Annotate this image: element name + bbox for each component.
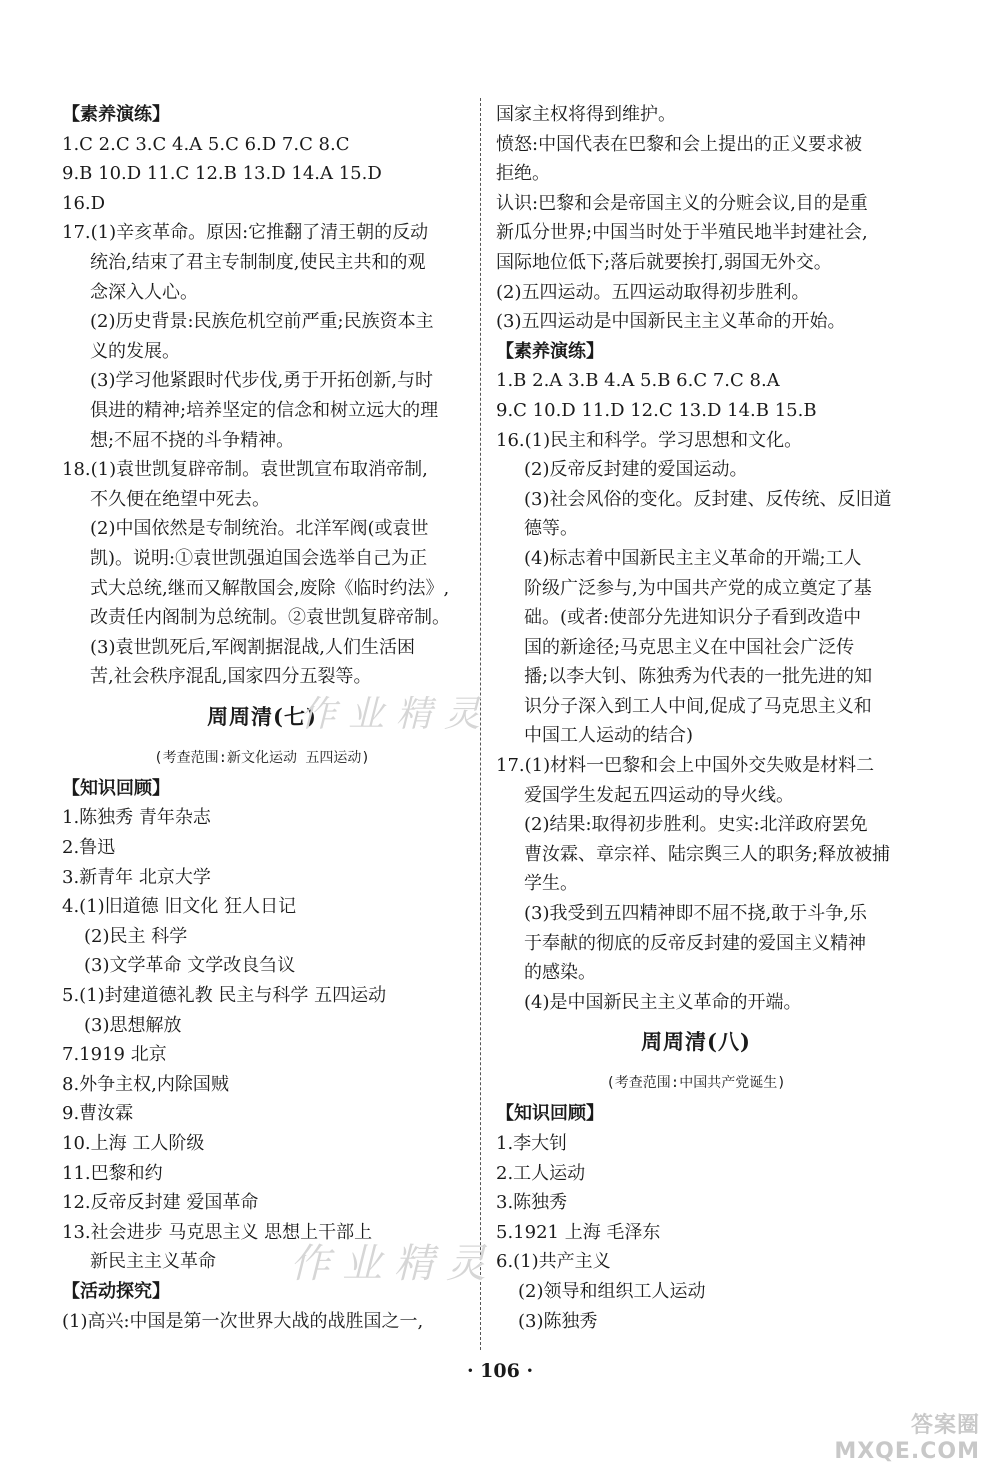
text-line: 7.1919 北京 — [62, 1044, 167, 1066]
text-line: 德等。 — [524, 518, 578, 540]
text-line: (3)我受到五四精神即不屈不挠,敢于斗争,乐 — [524, 903, 867, 925]
text-line: 新民主主义革命 — [90, 1251, 216, 1273]
text-line: 凯)。说明:①袁世凯强迫国会选举自己为正 — [90, 547, 428, 569]
text-line: 2.鲁迅 — [62, 837, 116, 859]
scope-note: (考查范围:新文化运动 五四运动) — [154, 749, 370, 766]
text-line: 苦,社会秩序混乱,国家四分五裂等。 — [90, 666, 372, 688]
text-line: (4)是中国新民主主义革命的开端。 — [524, 991, 802, 1013]
text-line: 1.陈独秀 青年杂志 — [62, 807, 211, 829]
text-line: 阶级广泛参与,为中国共产党的成立奠定了基 — [524, 577, 872, 599]
text-line: 1.李大钊 — [496, 1133, 568, 1154]
text-line: 于奉献的彻底的反帝反封建的爱国主义精神 — [524, 932, 866, 954]
text-line: (2)反帝反封建的爱国运动。 — [524, 459, 748, 481]
text-line: (3)学习他紧跟时代步伐,勇于开拓创新,与时 — [90, 370, 433, 392]
text-line: (2)中国依然是专制统治。北洋军阀(或袁世 — [90, 518, 429, 540]
text-line: 18.(1)袁世凯复辟帝制。袁世凯宣布取消帝制, — [62, 459, 428, 481]
text-line: (1)高兴:中国是第一次世界大战的战胜国之一, — [62, 1310, 424, 1332]
text-line: 认识:巴黎和会是帝国主义的分赃会议,目的是重 — [496, 192, 868, 214]
text-line: 想;不屈不挠的斗争精神。 — [90, 429, 295, 451]
right-column — [496, 100, 896, 1336]
text-line: 3.陈独秀 — [496, 1192, 568, 1214]
text-line: 义的发展。 — [90, 340, 180, 362]
text-line: 5.1921 上海 毛泽东 — [496, 1221, 661, 1243]
chapter-title: 周周清(八) — [641, 1029, 751, 1055]
text-line: (3)袁世凯死后,军阀割据混战,人们生活困 — [90, 636, 415, 658]
text-line: 式大总统,继而又解散国会,废除《临时约法》, — [90, 577, 450, 599]
text-line: 8.外争主权,内除国贼 — [62, 1073, 229, 1095]
text-line: 俱进的精神;培养坚定的信念和树立远大的理 — [90, 399, 439, 421]
chapter-title: 周周清(七) — [207, 703, 317, 729]
watermark-corner — [834, 1413, 980, 1465]
text-line: 播;以李大钊、陈独秀为代表的一批先进的知 — [524, 666, 873, 688]
text-line: (3)五四运动是中国新民主主义革命的开始。 — [496, 311, 846, 333]
text-line: 9.B 10.D 11.C 12.B 13.D 14.A 15.D — [62, 163, 382, 185]
text-line: 改责任内阁制为总统制。②袁世凯复辟帝制。 — [90, 607, 450, 629]
text-line: 2.工人运动 — [496, 1162, 586, 1184]
text-line: 6.(1)共产主义 — [496, 1251, 611, 1273]
section-heading: 【素养演练】 — [496, 340, 604, 362]
section-heading: 【活动探究】 — [62, 1280, 170, 1302]
watermark-center: 作业精灵 — [290, 1241, 498, 1287]
section-heading: 【知识回顾】 — [62, 777, 170, 799]
text-line: 新瓜分世界;中国当时处于半殖民地半封建社会, — [496, 222, 868, 244]
text-line: 础。(或者:使部分先进知识分子看到改造中 — [524, 607, 862, 629]
text-line: 愤怒:中国代表在巴黎和会上提出的正义要求被 — [496, 133, 863, 155]
text-line: (2)历史背景:民族危机空前严重;民族资本主 — [90, 311, 434, 333]
text-line: 17.(1)辛亥革命。原因:它推翻了清王朝的反动 — [62, 222, 429, 244]
page-number: · 106 · — [466, 1360, 534, 1382]
text-line: 统治,结束了君主专制制度,使民主共和的观 — [90, 251, 426, 273]
text-line: 学生。 — [524, 873, 578, 895]
text-line: (2)民主 科学 — [84, 925, 188, 947]
text-line: 拒绝。 — [496, 163, 550, 185]
text-line: (3)思想解放 — [84, 1014, 182, 1036]
text-line: 12.反帝反封建 爱国革命 — [62, 1192, 259, 1214]
text-line: 9.曹汝霖 — [62, 1103, 134, 1125]
section-heading: 【知识回顾】 — [496, 1103, 604, 1125]
text-line: 不久便在绝望中死去。 — [90, 488, 270, 510]
scope-note: (考查范围:中国共产党诞生) — [606, 1075, 786, 1092]
text-line: (2)结果:取得初步胜利。史实:北洋政府罢免 — [524, 814, 868, 836]
watermark-corner-line: 答案圈 — [910, 1413, 980, 1438]
text-line: 的感染。 — [524, 962, 596, 984]
text-line: 3.新青年 北京大学 — [62, 866, 211, 888]
text-line: (2)领导和组织工人运动 — [518, 1280, 706, 1302]
text-line: 国际地位低下;落后就要挨打,弱国无外交。 — [496, 251, 832, 273]
text-line: 11.巴黎和约 — [62, 1162, 163, 1184]
text-line: (4)标志着中国新民主主义革命的开端;工人 — [524, 547, 862, 569]
watermark-corner-line: MXQE.COM — [834, 1439, 980, 1464]
text-line: 识分子深入到工人中间,促成了马克思主义和 — [524, 695, 872, 717]
text-line: (3)社会风俗的变化。反封建、反传统、反旧道 — [524, 488, 892, 510]
watermark-mid: 作业精灵 — [300, 694, 493, 735]
text-line: 1.B 2.A 3.B 4.A 5.B 6.C 7.C 8.A — [496, 370, 780, 392]
text-line: 10.上海 工人阶级 — [62, 1133, 205, 1154]
text-line: 16.D — [62, 192, 106, 214]
text-line: 曹汝霖、章宗祥、陆宗舆三人的职务;释放被捕 — [524, 843, 891, 865]
text-line: 国的新途径;马克思主义在中国社会广泛传 — [524, 636, 855, 658]
text-line: 17.(1)材料一巴黎和会上中国外交失败是材料二 — [496, 755, 875, 777]
section-heading: 【素养演练】 — [62, 104, 170, 125]
text-line: 念深入人心。 — [90, 281, 198, 303]
text-line: 5.(1)封建道德礼教 民主与科学 五四运动 — [62, 985, 387, 1007]
text-line: (3)文学革命 文学改良刍议 — [84, 955, 296, 977]
text-line: 9.C 10.D 11.D 12.C 13.D 14.B 15.B — [496, 399, 817, 421]
text-line: 16.(1)民主和科学。学习思想和文化。 — [496, 429, 803, 451]
text-line: 国家主权将得到维护。 — [496, 104, 676, 125]
text-line: 爱国学生发起五四运动的导火线。 — [524, 784, 794, 806]
text-line: (3)陈独秀 — [518, 1310, 598, 1332]
text-line: 中国工人运动的结合) — [524, 725, 694, 747]
text-line: 1.C 2.C 3.C 4.A 5.C 6.D 7.C 8.C — [62, 133, 350, 155]
text-line: 13.社会进步 马克思主义 思想上干部上 — [62, 1221, 373, 1243]
text-line: (2)五四运动。五四运动取得初步胜利。 — [496, 281, 810, 303]
text-line: 4.(1)旧道德 旧文化 狂人日记 — [62, 896, 297, 918]
